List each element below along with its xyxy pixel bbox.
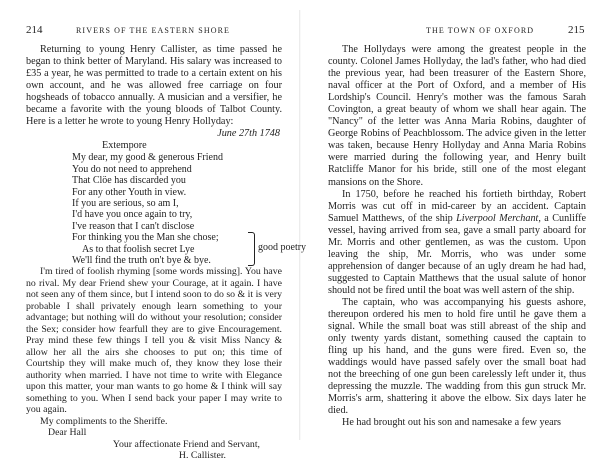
- poem-line: As to that foolish secret Lye: [82, 243, 195, 255]
- paragraph-2-text-end: , a Cunliffe vessel, having arrived from sea, gave a small party aboard for Mr. Morris and other gentlemen, as was the custom. Upon leaving the ship, Mr. Morris, who was under some apprehension of danger because of an ugly dream he had had, suggested to Captain Matthews that the usual salute of honor should not be fired until the boat was well astern of the ship.: [328, 212, 586, 296]
- ship-name: Liverpool Merchant: [456, 212, 539, 224]
- letter-date: June 27th 1748: [217, 128, 280, 140]
- left-paragraph-1: Returning to young Henry Callister, as time passed he began to think better of Maryland. His salary was increased to £35 a year, he was permitted to trade to a certain extent on his own account, and he was allowed free carriage on four hogsheads of tobacco annually. A musician and a versifier, he became a favorite with the young bloods of Talbot County. Here is a letter he wrote to young Henry Hollyday:: [26, 44, 282, 128]
- letter-closing: Your affectionate Friend and Servant,: [112, 438, 260, 450]
- letter-dateline: [26, 128, 282, 140]
- right-paragraph-3: The captain, who was accompanying his guests ashore, thereupon ordered his men to hold fire until he gave them a signal. While the small boat was still abreast of the ship and only twenty yards distant, something caused the captain to fling up his hand, and the guns were fired. Even so, the waddings would have passed safely over the small boat had not the breeching of one gun been carelessly left under it, thus depressing the muzzle. The wadding from this gun struck Mr. Morris's arm, shattering it above the elbow. Six days later he died.: [328, 296, 586, 417]
- right-paragraph-4: He had brought out his son and namesake a few years: [342, 417, 561, 429]
- right-paragraph-1: The Hollydays were among the greatest people in the county. Colonel James Hollyday, the lad's father, who had died the previous year, had been treasurer of the Eastern Shore, naval officer at the Port of Oxford, and a member of His Lordship's Council. Henry's mother was the famous Sarah Covington, a great beauty of whom we shall hear again. The "Nancy" of the letter was Anna Maria Robins, daughter of George Robins of Peachblossom. The advice given in the letter was taken, because Henry Hollyday and Anna Maria Robins were married during the following year, and Henry built Ratcliffe Manor for his bride, still one of the most elegant mansions on the Shore.: [328, 44, 586, 188]
- letter-signature: H. Callister.: [178, 450, 226, 462]
- poem-line: For any other Youth in view.: [72, 186, 187, 198]
- right-page-number: 215: [568, 24, 585, 36]
- poem-margin-note: good poetry: [258, 242, 307, 254]
- right-page: [300, 0, 600, 450]
- poem-line: I've reason that I can't disclose: [72, 220, 195, 232]
- poem-margin-bracket: [248, 232, 255, 266]
- poem: [72, 152, 307, 267]
- poem-line: I'd have you once again to try,: [72, 209, 193, 221]
- poem-line: If you are serious, so am I,: [72, 198, 179, 210]
- poem-line: For thinking you the Man she chose;: [72, 232, 219, 244]
- paragraph-2-text-start: In 1750, before he reached his fortieth birthday, Robert Morris was cut off in mid-career by an accident. Captain Samuel Matthews, of the ship: [328, 188, 586, 224]
- poem-line: You do not need to apprehend: [72, 163, 192, 175]
- left-running-head: RIVERS OF THE EASTERN SHORE: [76, 26, 231, 35]
- poem-line: We'll find the truth on't bye & bye.: [72, 255, 211, 267]
- poem-title: Extempore: [102, 140, 147, 152]
- left-page-body: [26, 44, 307, 462]
- poem-line: That Clöe has discarded you: [72, 175, 186, 187]
- letter-body: [26, 266, 282, 462]
- right-paragraph-2: [328, 189, 586, 297]
- letter-salutation: Dear Hall: [48, 427, 87, 439]
- right-running-head: THE TOWN OF OXFORD: [426, 26, 535, 35]
- letter-paragraph: I'm tired of foolish rhyming [some words missing]. You have no rival. My dear Friend shew your Courage, at it again. I have not seen any of them since, but I intend soon to do so & it is very probable I shall privately enough learn something to your advantage; but nothing will do without your resolution; consider the Sex; consider how fearfull they are to give Encouragement. Pray mind these few things I tell you & visit Miss Nancy & allow her all the airs she chooses to put on; this time of Courtship they will make much of, they know they lose their authority when married. I have not time to write with Elegance upon this matter, your man wants to go home & I think will say something to you. When I send back your paper I may write to you again.: [26, 266, 282, 416]
- left-page-number: 214: [26, 24, 43, 36]
- letter-compliments: My compliments to the Sheriffe.: [40, 415, 168, 427]
- poem-line: My dear, my good & generous Friend: [72, 152, 223, 164]
- right-page-body: [328, 44, 586, 430]
